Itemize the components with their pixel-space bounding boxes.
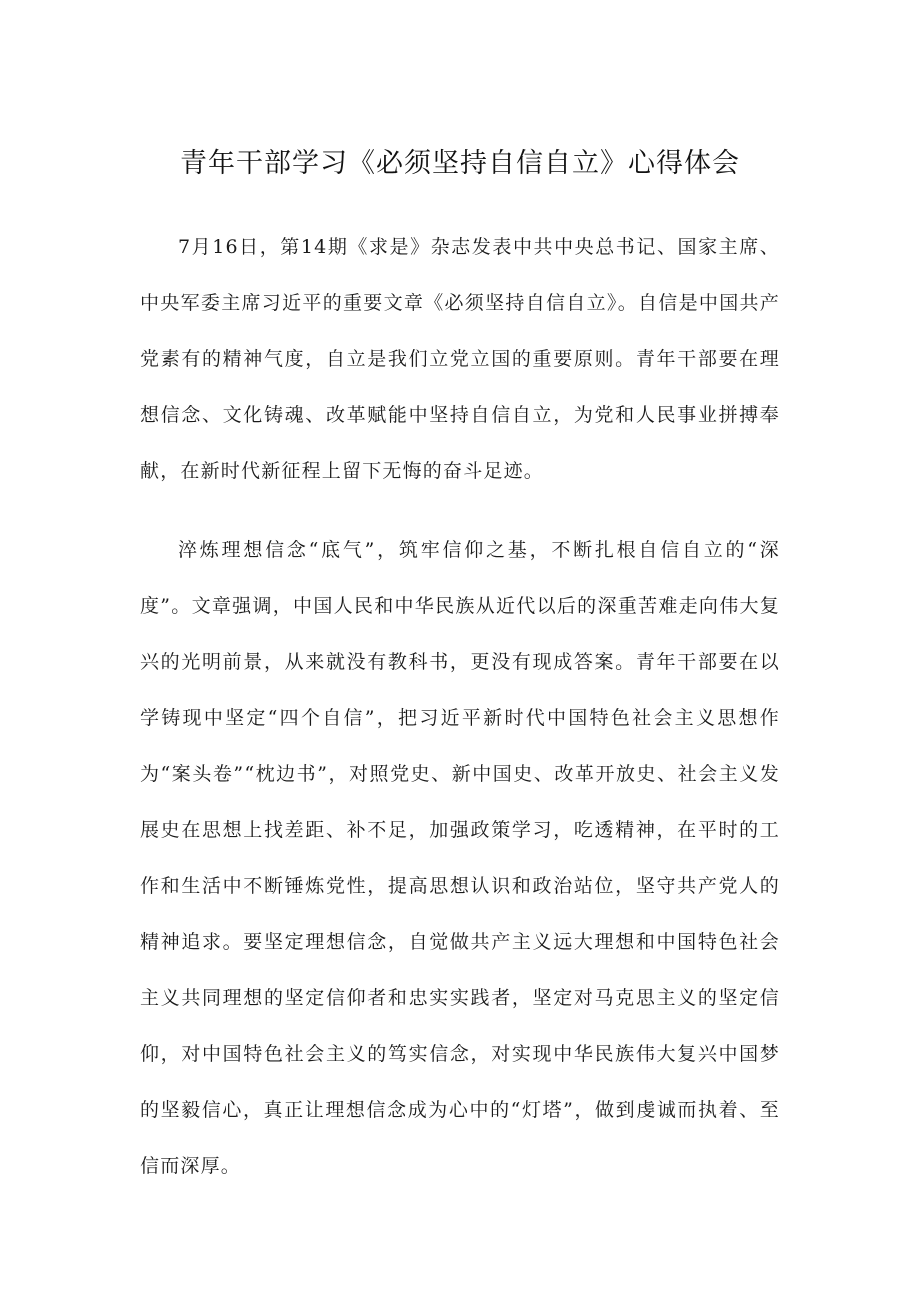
document-title: 青年干部学习《必须坚持自信自立》心得体会 (180, 148, 740, 179)
paragraph-intro: 7月16日，第14期《求是》杂志发表中共中央总书记、国家主席、中央军委主席习近平的重要文章《必须坚持自信自立》。自信是中国共产党素有的精神气度，自立是我们立党立国的重要原则。青年干部要在理想信念、文化铸魂、改革赋能中坚持自信自立，为党和人民事业拼搏奉献，在新时代新征程上留下无悔的奋斗足迹。 (140, 236, 780, 482)
paragraph-ideals-faith: 淬炼理想信念“底气”，筑牢信仰之基，不断扎根自信自立的“深度”。文章强调，中国人民和中华民族从近代以后的深重苦难走向伟大复兴的光明前景，从来就没有教科书，更没有现成答案。青年干部要在以学铸现中坚定“四个自信”，把习近平新时代中国特色社会主义思想作为“案头卷”“枕边书”，对照党史、新中国史、改革开放史、社会主义发展史在思想上找差距、补不足，加强政策学习，吃透精神，在平时的工作和生活中不断锤炼党性，提高思想认识和政治站位，坚守共产党人的精神追求。要坚定理想信念，自觉做共产主义远大理想和中国特色社会主义共同理想的坚定信仰者和忠实实践者，坚定对马克思主义的坚定信仰，对中国特色社会主义的笃实信念，对实现中华民族伟大复兴中国梦的坚毅信心，真正让理想信念成为心中的“灯塔”，做到虔诚而执着、至信而深厚。 (140, 539, 780, 1177)
